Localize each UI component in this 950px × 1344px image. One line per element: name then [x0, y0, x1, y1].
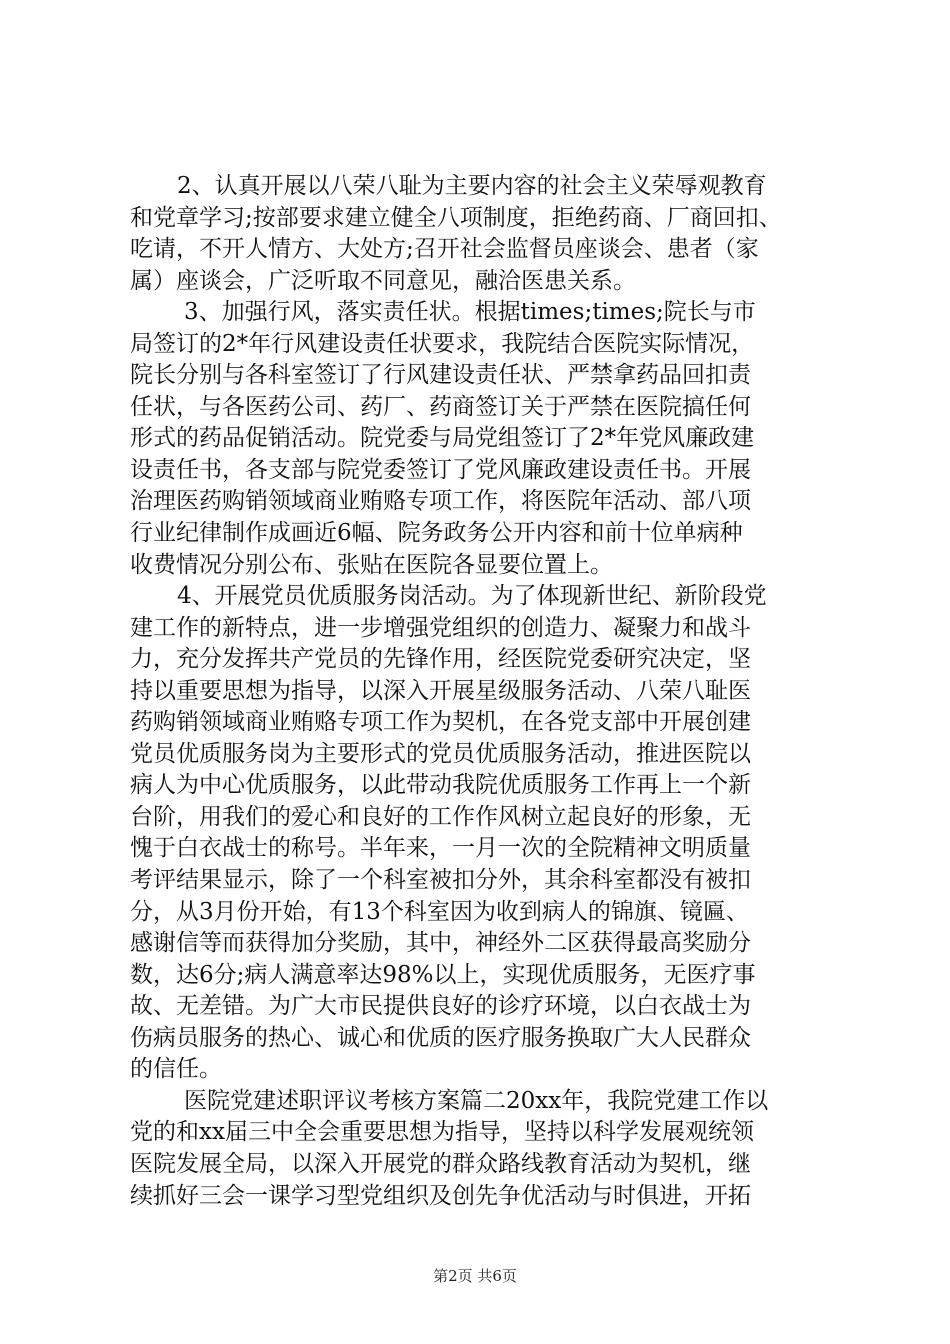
paragraph-line: 建工作的新特点，进一步增强党组织的创造力、凝聚力和战斗	[130, 614, 751, 641]
paragraph-line: 病人为中心优质服务，以此带动我院优质服务工作再上一个新	[130, 772, 751, 799]
page-number: 第2页 共6页	[433, 1267, 517, 1285]
paragraph-line: 感谢信等而获得加分奖励，其中，神经外二区获得最高奖励分	[130, 930, 751, 957]
paragraph-line: 收费情况分别公布、张贴在医院各显要位置上。	[130, 551, 613, 578]
paragraph-line: 医院党建述职评议考核方案篇二20xx年，我院党建工作以	[184, 1087, 769, 1114]
paragraph-line: 分，从3月份开始，有13个科室因为收到病人的锦旗、镜匾、	[130, 898, 749, 925]
paragraph-line: 吃请，不开人情方、大处方;召开社会监督员座谈会、患者（家	[130, 236, 759, 263]
paragraph-line: 治理医药购销领域商业贿赂专项工作，将医院年活动、部八项	[130, 488, 751, 515]
paragraph-line: 4、开展党员优质服务岗活动。为了体现新世纪、新阶段党	[177, 583, 767, 610]
paragraph-line: 和党章学习;按部要求建立健全八项制度，拒绝药商、厂商回扣、	[130, 204, 782, 231]
paragraph-line: 党的和xx届三中全会重要思想为指导，坚持以科学发展观统领	[130, 1119, 754, 1146]
paragraph-line: 持以重要思想为指导，以深入开展星级服务活动、八荣八耻医	[130, 677, 751, 704]
paragraph-line: 行业纪律制作成画近6幅、院务政务公开内容和前十位单病种	[130, 520, 743, 547]
document-body	[130, 171, 830, 1212]
paragraph-line: 任状，与各医药公司、药厂、药商签订关于严禁在医院搞任何	[130, 393, 751, 420]
paragraph-line: 台阶，用我们的爱心和良好的工作作风树立起良好的形象，无	[130, 803, 751, 830]
paragraph-line: 考评结果显示，除了一个科室被扣分外，其余科室都没有被扣	[130, 867, 751, 894]
paragraph-line: 形式的药品促销活动。院党委与局党组签订了2*年党风廉政建	[130, 425, 755, 452]
paragraph-line: 数，达6分;病人满意率达98%以上，实现优质服务，无医疗事	[130, 961, 756, 988]
paragraph-line: 局签订的2*年行风建设责任状要求，我院结合医院实际情况，	[130, 330, 755, 357]
paragraph-line: 2、认真开展以八荣八耻为主要内容的社会主义荣辱观教育	[177, 173, 767, 199]
paragraph-line: 的信任。	[130, 1056, 222, 1083]
paragraph-line: 设责任书，各支部与院党委签订了党风廉政建设责任书。开展	[130, 456, 751, 483]
paragraph-line: 药购销领域商业贿赂专项工作为契机，在各党支部中开展创建	[130, 709, 751, 736]
paragraph-line: 伤病员服务的热心、诚心和优质的医疗服务换取广大人民群众	[130, 1024, 751, 1051]
paragraph-line: 续抓好三会一课学习型党组织及创先争优活动与时俱进，开拓	[130, 1182, 751, 1209]
page-footer	[0, 1266, 950, 1286]
paragraph-line: 愧于白衣战士的称号。半年来，一月一次的全院精神文明质量	[130, 835, 751, 862]
paragraph-line: 党员优质服务岗为主要形式的党员优质服务活动，推进医院以	[130, 740, 751, 767]
paragraph-line: 医院发展全局，以深入开展党的群众路线教育活动为契机，继	[130, 1150, 751, 1177]
paragraph-line: 属）座谈会，广泛听取不同意见，融洽医患关系。	[130, 267, 636, 294]
paragraph-line: 力，充分发挥共产党员的先锋作用，经医院党委研究决定，坚	[130, 646, 751, 673]
paragraph-line: 故、无差错。为广大市民提供良好的诊疗环境，以白衣战士为	[130, 993, 751, 1020]
paragraph-line: 院长分别与各科室签订了行风建设责任状、严禁拿药品回扣责	[130, 362, 751, 389]
paragraph-line: 3、加强行风，落实责任状。根据times;times;院长与市	[184, 299, 756, 326]
